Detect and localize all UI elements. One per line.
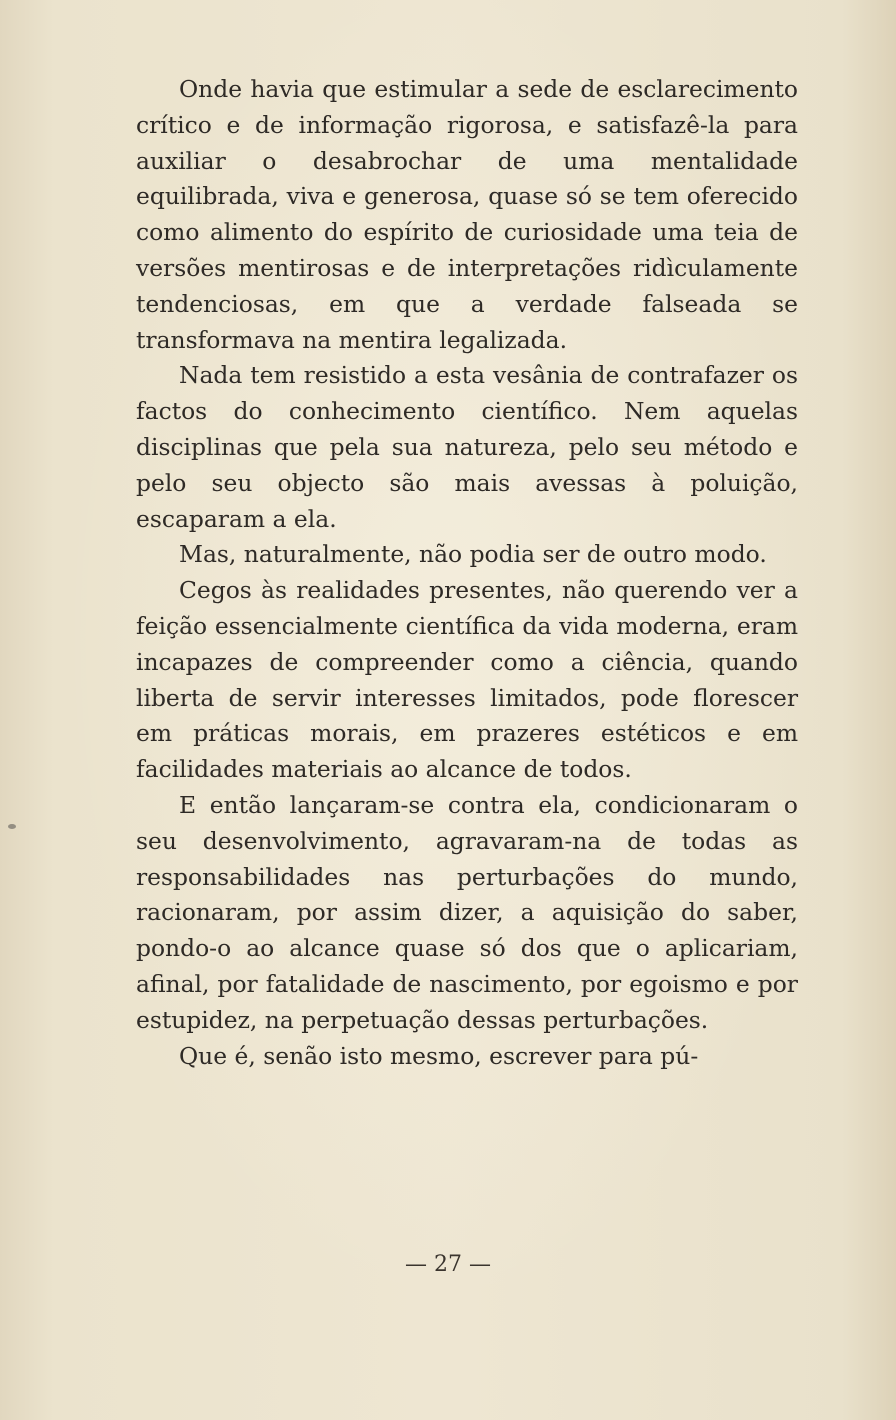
paper-speck [8, 824, 16, 829]
paragraph-6: Que é, senão isto mesmo, escrever para pú- [179, 1041, 699, 1070]
body-text [136, 72, 798, 1074]
paragraph-5: E então lançaram-se contra ela, condicionaram o seu desenvolvimento, agravaram-na de todas as responsabilidades nas perturbações do mundo, racionaram, por assim dizer, a aquisição do saber, pondo-o ao alcance quase só dos que o aplicariam, afinal, por fatalidade de nascimento, por egoismo e por estupidez, na perpetuação dessas perturbações. [136, 790, 798, 1034]
page-number: — 27 — [405, 1252, 491, 1277]
paragraph-1: Onde havia que estimular a sede de esclarecimento crítico e de informação rigorosa, e satisfazê-la para auxiliar o desabrochar de uma mentalidade equilibrada, viva e generosa, quase só se tem oferecido como alimento do espírito de curiosidade uma teia de versões mentirosas e de interpretações ridìculamente tendenciosas, em que a verdade falseada se transformava na mentira legalizada. [136, 75, 798, 354]
paragraph-3: Mas, naturalmente, não podia ser de outro modo. [179, 540, 767, 569]
paragraph-4: Cegos às realidades presentes, não querendo ver a feição essencialmente científica da vida moderna, eram incapazes de compreender como a ciência, quando liberta de servir interesses limitados, pode florescer em práticas morais, em prazeres estéticos e em facilidades materiais ao alcance de todos. [136, 576, 798, 784]
paragraph-2: Nada tem resistido a esta vesânia de contrafazer os factos do conhecimento científico. Nem aquelas disciplinas que pela sua natureza, pelo seu método e pelo seu objecto são mais avessas à poluição, escaparam a ela. [136, 361, 798, 533]
